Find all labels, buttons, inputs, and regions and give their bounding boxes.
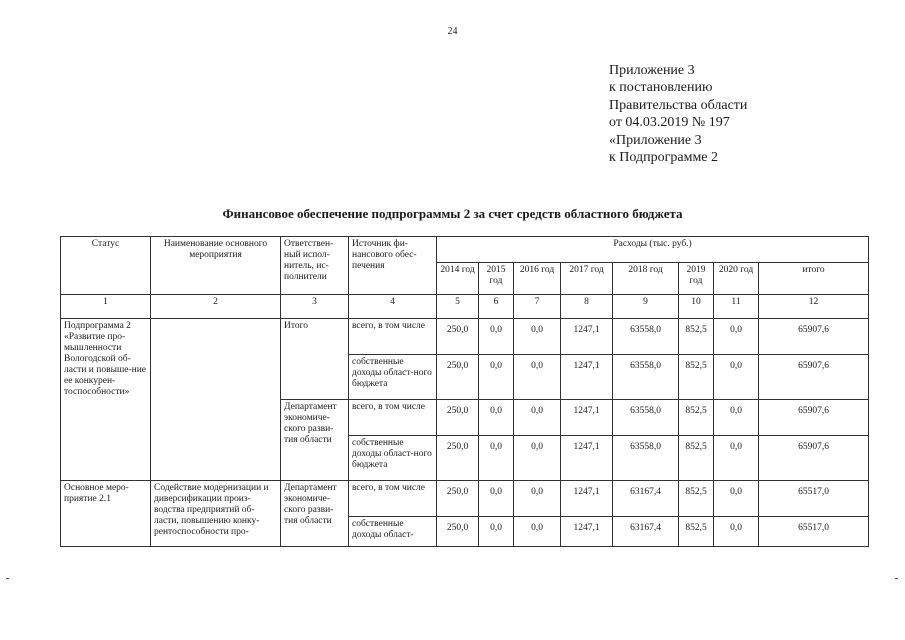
value-cell: 250,0 xyxy=(437,481,479,517)
value-cell: 1247,1 xyxy=(561,481,613,517)
header-status: Статус xyxy=(61,237,151,295)
value-cell: 1247,1 xyxy=(561,355,613,400)
value-cell: 0,0 xyxy=(479,319,514,355)
value-cell: 0,0 xyxy=(514,400,561,436)
header-total: итого xyxy=(759,263,869,295)
header-year: 2017 год xyxy=(561,263,613,295)
value-cell: 0,0 xyxy=(514,355,561,400)
header-measure: Наименование основного мероприятия xyxy=(151,237,281,295)
value-cell: 852,5 xyxy=(679,517,714,547)
value-cell: 250,0 xyxy=(437,319,479,355)
document-title: Финансовое обеспечение подпрограммы 2 за счет средств областного бюджета xyxy=(222,206,683,221)
appendix-line: «Приложение 3 xyxy=(609,132,702,148)
value-cell: 63558,0 xyxy=(613,319,679,355)
table-row xyxy=(61,319,869,355)
value-cell: 0,0 xyxy=(514,517,561,547)
total-cell: 65907,6 xyxy=(759,436,869,481)
source-cell: всего, в том числе xyxy=(349,481,437,517)
value-cell: 0,0 xyxy=(714,319,759,355)
measure-cell: Содействие модернизации и диверсификации произ-водства предприятий об-ласти, повышению конку-рентоспособности про- xyxy=(151,481,281,547)
appendix-line: к постановлению xyxy=(609,80,713,96)
header-year: 2016 год xyxy=(514,263,561,295)
source-cell: собственные доходы област-ного бюджета xyxy=(349,436,437,481)
header-year: 2014 год xyxy=(437,263,479,295)
total-cell: 65907,6 xyxy=(759,355,869,400)
column-number: 10 xyxy=(679,295,714,319)
value-cell: 250,0 xyxy=(437,400,479,436)
value-cell: 852,5 xyxy=(679,319,714,355)
value-cell: 1247,1 xyxy=(561,400,613,436)
column-number: 1 xyxy=(61,295,151,319)
status-cell: Подпрограмма 2 «Развитие про-мышленности Вологодской об-ласти и повыше-ние ее конкурен-тоспособности» xyxy=(61,319,151,481)
appendix-block xyxy=(609,62,747,166)
value-cell: 1247,1 xyxy=(561,517,613,547)
column-number: 2 xyxy=(151,295,281,319)
appendix-line: к Подпрограмме 2 xyxy=(609,150,719,166)
source-cell: всего, в том числе xyxy=(349,400,437,436)
value-cell: 852,5 xyxy=(679,355,714,400)
value-cell: 250,0 xyxy=(437,355,479,400)
value-cell: 250,0 xyxy=(437,436,479,481)
value-cell: 0,0 xyxy=(714,436,759,481)
value-cell: 0,0 xyxy=(714,400,759,436)
value-cell: 0,0 xyxy=(514,481,561,517)
value-cell: 0,0 xyxy=(514,319,561,355)
value-cell: 63558,0 xyxy=(613,355,679,400)
value-cell: 1247,1 xyxy=(561,436,613,481)
measure-cell xyxy=(151,319,281,481)
value-cell: 0,0 xyxy=(479,481,514,517)
executor-cell: Итого xyxy=(281,319,349,400)
header-year: 2015 год xyxy=(479,263,514,295)
value-cell: 0,0 xyxy=(479,517,514,547)
value-cell: 0,0 xyxy=(714,517,759,547)
value-cell: 0,0 xyxy=(479,400,514,436)
column-number: 3 xyxy=(281,295,349,319)
column-number: 8 xyxy=(561,295,613,319)
header-year: 2018 год xyxy=(613,263,679,295)
header-executor: Ответствен-ный испол-нитель, ис-полнители xyxy=(281,237,349,295)
header-year: 2019 год xyxy=(679,263,714,295)
source-cell: собственные доходы област- xyxy=(349,517,437,547)
column-number: 4 xyxy=(349,295,437,319)
value-cell: 63167,4 xyxy=(613,481,679,517)
table-row xyxy=(61,481,869,517)
scan-mark xyxy=(895,578,898,579)
total-cell: 65907,6 xyxy=(759,400,869,436)
source-cell: всего, в том числе xyxy=(349,319,437,355)
total-cell: 65517,0 xyxy=(759,517,869,547)
column-number: 6 xyxy=(479,295,514,319)
value-cell: 0,0 xyxy=(479,436,514,481)
column-number: 5 xyxy=(437,295,479,319)
value-cell: 63558,0 xyxy=(613,436,679,481)
header-expenses: Расходы (тыс. руб.) xyxy=(437,237,869,263)
executor-cell: Департамент экономиче-ского разви-тия области xyxy=(281,481,349,547)
page-number: 24 xyxy=(447,26,458,37)
header-year: 2020 год xyxy=(714,263,759,295)
total-cell: 65517,0 xyxy=(759,481,869,517)
column-number: 11 xyxy=(714,295,759,319)
column-number: 9 xyxy=(613,295,679,319)
value-cell: 852,5 xyxy=(679,400,714,436)
scan-mark xyxy=(6,578,9,579)
value-cell: 250,0 xyxy=(437,517,479,547)
appendix-line: от 04.03.2019 № 197 xyxy=(609,115,730,131)
header-source: Источник фи-нансового обес-печения xyxy=(349,237,437,295)
value-cell: 0,0 xyxy=(479,355,514,400)
value-cell: 63558,0 xyxy=(613,400,679,436)
value-cell: 0,0 xyxy=(714,481,759,517)
value-cell: 1247,1 xyxy=(561,319,613,355)
column-number: 12 xyxy=(759,295,869,319)
source-cell: собственные доходы област-ного бюджета xyxy=(349,355,437,400)
appendix-line: Правительства области xyxy=(609,97,748,113)
value-cell: 63167,4 xyxy=(613,517,679,547)
status-cell: Основное меро-приятие 2.1 xyxy=(61,481,151,547)
value-cell: 0,0 xyxy=(714,355,759,400)
financing-table xyxy=(60,236,869,547)
executor-cell: Департамент экономиче-ского разви-тия области xyxy=(281,400,349,481)
value-cell: 852,5 xyxy=(679,481,714,517)
value-cell: 0,0 xyxy=(514,436,561,481)
value-cell: 852,5 xyxy=(679,436,714,481)
column-number: 7 xyxy=(514,295,561,319)
appendix-line: Приложение 3 xyxy=(609,63,695,78)
total-cell: 65907,6 xyxy=(759,319,869,355)
